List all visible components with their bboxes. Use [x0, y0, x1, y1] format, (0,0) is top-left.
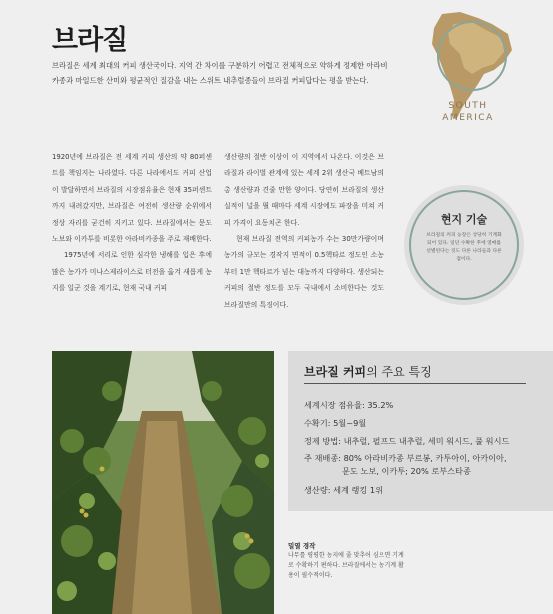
body-paragraph: 생산량의 절반 이상이 이 지역에서 나온다. 이것은 브라질과 라이벌 관계에 있는 세계 2위 생산국 베트남의 총 생산량과 견줄 만한 양이다. 당연히 브라질의 생산 실적이 널을 뛸 때마다 세계 시장에도 파장을 미쳐 커피 가격이 요동치곤 한다.: [224, 153, 384, 227]
photo-caption-title: 밀열 경작: [288, 542, 316, 550]
key-features-panel: [288, 351, 553, 511]
lead-paragraph: 브라질은 세계 최대의 커피 생산국이다. 지역 간 차이를 구분하기 어렵고 전체적으로 약하게 정제한 아라비카종과 마일드한 산미와 평균적인 질감을 내는 스위트 내추럴종들이 브라질 커피답다는 평을 받는다.: [52, 61, 388, 85]
feature-item-varieties: [304, 450, 544, 481]
map-graphic: [420, 10, 516, 126]
panel-divider: [304, 383, 526, 384]
feature-item: 세계시장 점유율: 35.2%: [304, 400, 394, 410]
varieties-line2: 문도 노보, 이카투; 20% 로부스타종: [342, 466, 471, 476]
panel-title: [304, 363, 432, 380]
badge-title: 현지 기술: [440, 213, 488, 226]
feature-item: 수확기: 5월~9월: [304, 418, 367, 428]
varieties-line1: 주 재배종: 80% 아라비카종 부르봉, 카투아이, 아카이아,: [304, 453, 507, 463]
badge-text: 브라질의 커피 농장은 상당히 기계화되어 있다. 일단 수확한 후에 열매를 선별된다는 것도 다른 나라들과 다른 점이다.: [426, 233, 502, 262]
photo-caption-text: 나무를 평평한 농지에 줄 맞추어 심으면 기계로 수확하기 편하다. 브라질에서는 농기계 활용이 필수적이다.: [288, 552, 404, 579]
body-column-right: [224, 149, 384, 313]
photo-illustration: [52, 351, 274, 614]
body-paragraph: 1920년에 브라질은 전 세계 커피 생산의 약 80퍼센트를 책임지는 나라였다. 다른 나라에서도 커피 산업이 발달하면서 브라질의 시장점유율은 현재 35퍼센트까지 내려갔지만, 브라질은 여전히 생산량 순위에서 정상 자리를 굳건히 지키고 있다. 브라질에서는 문도 노보와 이카투를 비롯한 아라비카종을 주로 재배한다.: [52, 153, 212, 244]
panel-title-bold: 브라질 커피: [304, 365, 367, 379]
south-america-map: [420, 10, 516, 126]
coffee-farm-photo: [52, 351, 274, 614]
map-label-line1: SOUTH: [448, 101, 488, 111]
feature-item: 정제 방법: 내추럴, 펄프드 내추럴, 세미 워시드, 풀 워시드: [304, 436, 510, 446]
body-column-left: [52, 149, 212, 297]
feature-item: 생산량: 세계 랭킹 1위: [304, 485, 384, 495]
page-title: 브라질: [52, 25, 128, 56]
local-technique-badge: [404, 185, 524, 305]
features-list: [304, 396, 544, 499]
body-paragraph: 현재 브라질 전역의 커피농가 수는 30만가량이며 농가의 규모는 경작지 면적이 0.5헥타르 정도인 소농부터 1만 헥타르가 넘는 대농까지 다양하다. 생산되는 커피의 절반 정도를 모두 국내에서 소비한다는 것도 브라질만의 특징이다.: [224, 235, 384, 309]
body-paragraph: 1975년에 서리로 인한 심각한 냉해를 입은 후에 많은 농가가 미나스제라이스로 터전을 옮겨 새롭게 농지를 일군 것을 계기로, 현재 국내 커피: [52, 251, 212, 293]
panel-title-rest: 의 주요 특징: [366, 365, 432, 379]
map-label-line2: AMERICA: [442, 113, 494, 123]
